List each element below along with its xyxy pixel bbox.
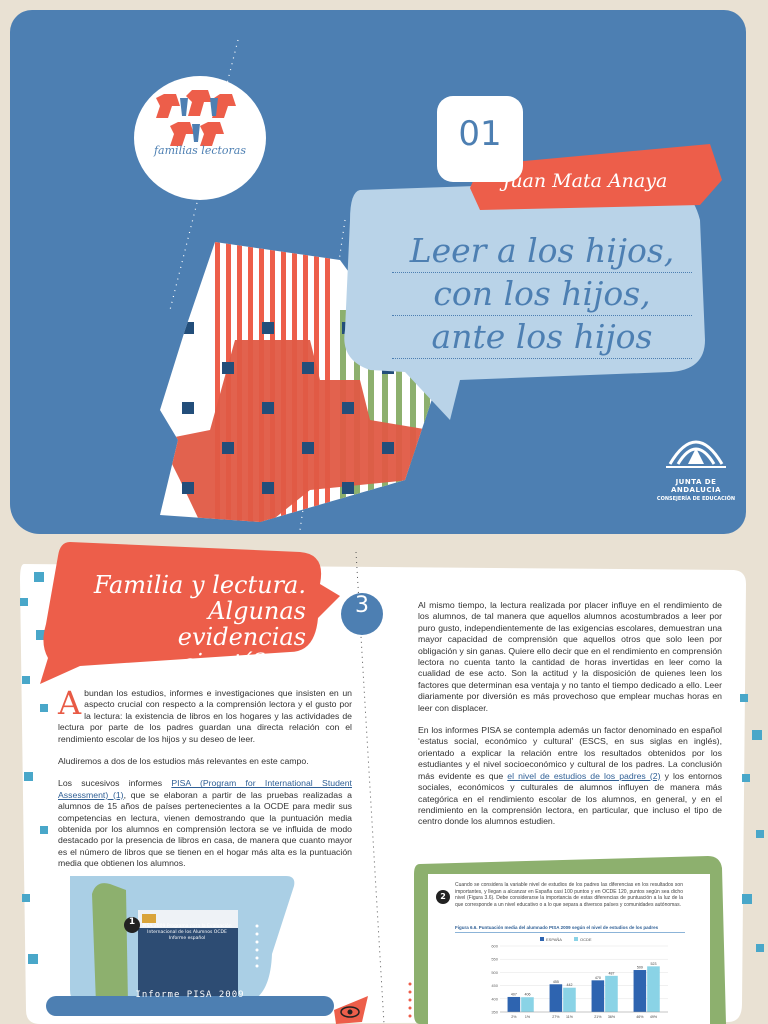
legend-swatch	[540, 937, 544, 941]
pisa-report-title: PISA 2009 Programa para la Evaluación Internacional de los Alumnos OCDE Informe español	[142, 924, 232, 941]
category-percent-label: 36%	[607, 1015, 616, 1019]
junta-subtitle: CONSEJERÍA DE EDUCACIÓN	[656, 496, 736, 502]
legend-swatch	[574, 937, 578, 941]
bar-value-label: 442	[566, 983, 573, 988]
parents-education-link[interactable]: el nivel de estudios de los padres (2)	[507, 770, 661, 781]
y-tick-label: 550	[491, 956, 498, 962]
figure1-caption: Informe PISA 2009	[135, 990, 245, 1000]
junta-andalucia-emblem	[666, 442, 726, 468]
bar-value-label: 523	[650, 961, 657, 966]
author-name: Juan Mata Anaya	[502, 170, 668, 192]
cover-title-line: ante los hijos	[392, 316, 692, 359]
category-percent-label: 46%	[636, 1015, 644, 1019]
y-tick-label: 600	[491, 943, 498, 949]
bar-value-label: 455	[552, 979, 559, 984]
dropcap: A	[58, 684, 82, 722]
cover-title	[392, 230, 692, 359]
y-tick-label: 400	[491, 996, 498, 1002]
y-tick-label: 350	[491, 1009, 498, 1015]
figure2-number: 2	[440, 892, 446, 901]
figure2-title: Figura 6.6. Puntuación media del alumnado PISA 2009 según el nivel de estudios de los padres	[455, 925, 685, 933]
paragraph: Aludiremos a dos de los estudios más relevantes en este campo.	[58, 756, 309, 767]
legend-label: OCDE	[580, 937, 592, 942]
category-percent-label: 27%	[552, 1015, 560, 1019]
paragraph-text: bundan los estudios, informes e investigaciones que insisten en un aspecto crucial con respecto a la comprensión lectora y el gusto por la lectura: la existencia de libros en los hogares y las actividades de lectura por parte de los padres guardan una directa relación con el rendimiento escolar de los hijos y su deseo de leer.	[58, 688, 352, 744]
bar-value-label: 407	[510, 992, 517, 997]
section-number: 3	[355, 593, 369, 618]
category-percent-label: 2%	[511, 1015, 517, 1019]
left-column	[58, 684, 352, 881]
section-title: Familia y lectura. Algunas evidencias científicas	[93, 571, 306, 677]
bar	[592, 980, 605, 1012]
bar	[521, 997, 534, 1012]
bar	[550, 984, 563, 1012]
y-tick-label: 500	[491, 969, 498, 975]
category-percent-label: 1%	[524, 1015, 531, 1019]
legend-label: ESPAÑA	[546, 937, 562, 942]
paragraph	[418, 725, 722, 828]
figure2-text: Cuando se considera la variable nivel de estudios de los padres las diferencias en los resultados son importantes, y llegan a alcanzar en España casi 100 puntos y en OCDE 120, puntos según sea dicho nivel (Figura 3.6). Debe considerarse la importancia de estas diferencias de puntuación a la luz de la que corresponde a un nivel educativo o a lo que separa a diversos países y comunidades autónomas.	[455, 882, 683, 908]
logo-text: familias lectoras	[153, 144, 246, 157]
bar-value-label: 470	[594, 975, 601, 980]
cover	[10, 10, 746, 534]
paragraph: Al mismo tiempo, la lectura realizada por placer influye en el rendimiento de los alumnos, de tal manera que aquellos alumnos acostumbrados a leer por puro gusto, independientemente de las exigencias escolares, demuestran una mayor capacidad de comprensión que aquellos otros que solo leen por obligación y sin ganas. Quiere ello decir que en el rendimiento en comprensión lectora no cuenta tanto la cantidad de horas invertidas en leer como la cualidad de ese acto. Son la actitud y la disposición de quienes leen los factores que determinan esa ventaja y no tanto el tiempo dedicado a ello. Leer diariamente por diversión es más provechoso que emplear muchas horas en leer con displacer.	[418, 600, 722, 713]
cover-title-line: con los hijos,	[392, 273, 692, 316]
paragraph	[58, 684, 352, 745]
category-percent-label: 11%	[565, 1015, 573, 1019]
bar-value-label: 487	[608, 971, 615, 976]
paragraph-text: Los sucesivos informes	[58, 778, 172, 789]
bar	[634, 970, 647, 1012]
paragraph-text: En los informes PISA se contempla además un factor denominado en español ‘estatus social, económico y cultural’ (ESCS, en sus siglas en inglés), orientado a explicar la relación entre los resultados obtenidos por los estudiantes y el nivel socioeconómico y cultural de los padres. La conclusión más evidente es que	[418, 725, 722, 781]
bar	[605, 976, 618, 1012]
issue-number: 01	[458, 114, 502, 154]
paragraph-text: y los entornos sociales, económicos y culturales de alumnos influyen de manera más categórica en el rendimiento escolar de los alumnos, en general, y en el rendimiento en la comprensión lectora, en particular, que incluso el tipo de centro donde los alumnos estudien.	[418, 770, 722, 827]
junta-logo-text	[650, 478, 742, 502]
bar	[563, 988, 576, 1012]
bar-value-label: 509	[636, 965, 643, 970]
paragraph	[58, 778, 352, 869]
figure1-number: 1	[128, 917, 136, 927]
cover-title-line: Leer a los hijos,	[392, 230, 692, 273]
bar-value-label: 406	[524, 992, 531, 997]
figure1-green-shape	[92, 883, 128, 1004]
familias-lectoras-logo	[134, 76, 266, 200]
right-column	[418, 600, 722, 839]
pisa-bar-chart	[484, 936, 674, 1024]
bar	[508, 997, 521, 1012]
pisa-reference-link[interactable]: PISA (Program for International Student Assessment) (1)	[58, 778, 352, 800]
bar	[647, 966, 660, 1012]
paragraph-text: , que se elaboran a partir de las pruebas realizadas a alumnos de 15 años de países pertenecientes a la OCDE para medir sus competencias en lectura, vienen demostrando que la puntuación media obtenida por los alumnos en comprensión lectora se ve influida de modo destacado por la presencia de libros en casa, de manera que cuanto mayor es el número de libros que se tienen en el hogar más alta es la puntuación media que obtienen los alumnos.	[58, 789, 352, 869]
category-percent-label: 49%	[649, 1015, 658, 1019]
y-tick-label: 450	[491, 983, 498, 989]
junta-name: JUNTA DE ANDALUCIA	[670, 478, 722, 494]
category-percent-label: 21%	[594, 1015, 602, 1019]
